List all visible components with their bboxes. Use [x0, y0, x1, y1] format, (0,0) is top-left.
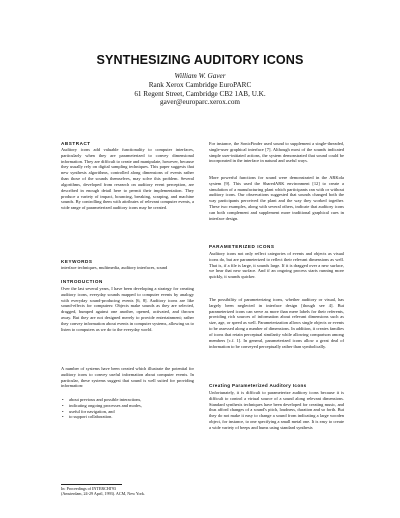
creating-paragraph: Unfortunately, it is difficult to parameterize auditory icons because it is difficult to control a virtual source of a sound along relevant dimensions. Standard synthesis techniques have been developed for creating music, and thus afford changes of a sound's pitch, loudness, duration and so forth. But they do not make it easy to change a sound from indicating a large wooden object, for instance, to one specifying a small metal one. It is easy to create a wide variety of beeps and hums using standard synthesis [209, 390, 344, 430]
creating-icons-heading: Creating Parameterized Auditory Icons [209, 383, 307, 388]
parameterized-icons-heading: PARAMETERIZED ICONS [209, 244, 275, 249]
abstract-text [61, 147, 194, 258]
affiliation-organization: Rank Xerox Cambridge EuroPARC [148, 81, 252, 89]
author-affiliation [0, 81, 400, 107]
affiliation-email: gaver@europarc.xerox.com [159, 98, 241, 107]
right-text-1 [209, 141, 344, 171]
introduction-text-2 [61, 366, 194, 396]
list-item: • useful for navigation, and [61, 409, 142, 415]
introduction-paragraph-1: Over the last several years, I have been developing a strategy for creating auditory icons, everyday sounds mapped to computer events by analogy with everyday sound-producing events [6, 8]. Auditory icons are like sound-effects for computers: Objects make sounds as they are selected, dragged, bumped against one another, opened, activated, and thrown away. But they are not designed merely to provide entertainment; rather they convey information about events in computer systems, allowing us to listen to computers as we do to the everyday world. [61, 286, 194, 332]
parameterized-paragraph-2: The possibility of parameterizing icons, whether auditory or visual, has largely been neglected in interface design [though see 4]. But parameterized icons can serve as more than mere labels for their referents, providing rich sources of information about relevant dimensions such as size, age, or speed as well. Parameterization allows single objects or events to be assessed along a number of dimensions. In addition, it creates families of icons that retain perceptual similarity while allowing comparison among members [c.f. 1]. In general, parameterized icons allow a great deal of information to be conveyed perceptually rather than symbolically. [209, 297, 344, 349]
footnote-line-2: (Amsterdam, 24-29 April, 1993). ACM, New York. [61, 491, 145, 497]
right-paragraph-1: For instance, the SonicFinder used sound to supplement a single-threaded, single-user graphical interface [7]. Although most of the sounds indicated simple user-initiated actions, the system demonstrated that sound could be incorporated in the interface in natural and useful ways. [209, 141, 344, 164]
list-item: • to support collaboration. [61, 414, 142, 420]
parameterized-text-2 [209, 297, 344, 379]
right-text-2 [209, 175, 344, 240]
footnote [61, 486, 145, 497]
introduction-paragraph-2: A number of systems have been created which illustrate the potential for auditory icons to convey useful information about computer events. In particular, these systems suggest that sound is well suited for providing information: [61, 366, 194, 389]
keywords-text [61, 265, 194, 271]
affiliation-address: 61 Regent Street, Cambridge CB2 1AB, U.K. [134, 89, 266, 98]
list-item: • about previous and possible interactions, [61, 397, 142, 403]
author-name: William W. Gaver [174, 72, 226, 80]
benefits-list [61, 397, 142, 420]
abstract-heading: ABSTRACT [61, 141, 91, 146]
parameterized-paragraph-1: Auditory icons not only reflect categories of events and objects as visual icons do, but are parameterized to reflect their relevant dimensions as well. That is, if a file is large, it sounds large. If it is dragged over a new surface, we hear that new surface. And if an ongoing process starts running more quickly, it sounds quicker. [209, 251, 344, 280]
list-item: • indicating ongoing processes and modes, [61, 403, 142, 409]
parameterized-text-1 [209, 251, 344, 293]
right-paragraph-2: More powerful functions for sound were demonstrated in the ARKola system [9]. This used the SharedARK environment [12] to create a simulation of a manufacturing plant which participants ran with or without auditory icons. Our observations suggested that sounds changed both the way participants perceived the plant and the way they worked together. These two examples, along with several others, indicate that auditory icons can both complement and supplement more traditional graphical cues in interface design. [209, 175, 344, 221]
abstract-paragraph: Auditory icons add valuable functionality to computer interfaces, particularly when they are parameterized to convey dimensional information. They are difficult to create and manipulate, however, because they usually rely on digital sampling techniques. This paper suggests that new synthesis algorithms, controlled along dimensions of events rather than those of the sounds themselves, may solve this problem. Several algorithms, developed from research on auditory event perception, are described in enough detail here to permit their implementation. They produce a variety of impact, bouncing, breaking, scraping, and machine sounds. By controlling them with attributes of relevant computer events, a wide range of parameterized auditory icons may be created. [61, 147, 194, 211]
footnote-divider [61, 484, 122, 485]
introduction-heading: INTRODUCTION [61, 279, 103, 284]
introduction-text-1 [61, 286, 194, 362]
footnote-line-1: In: Proceedings of INTERCHI'93 [61, 486, 116, 491]
creating-text [209, 390, 344, 508]
paper-title: SYNTHESIZING AUDITORY ICONS [96, 53, 304, 67]
keywords-paragraph: interface techniques, multimedia, auditory interfaces, sound [61, 265, 168, 270]
keywords-heading: KEYWORDS [61, 259, 93, 264]
